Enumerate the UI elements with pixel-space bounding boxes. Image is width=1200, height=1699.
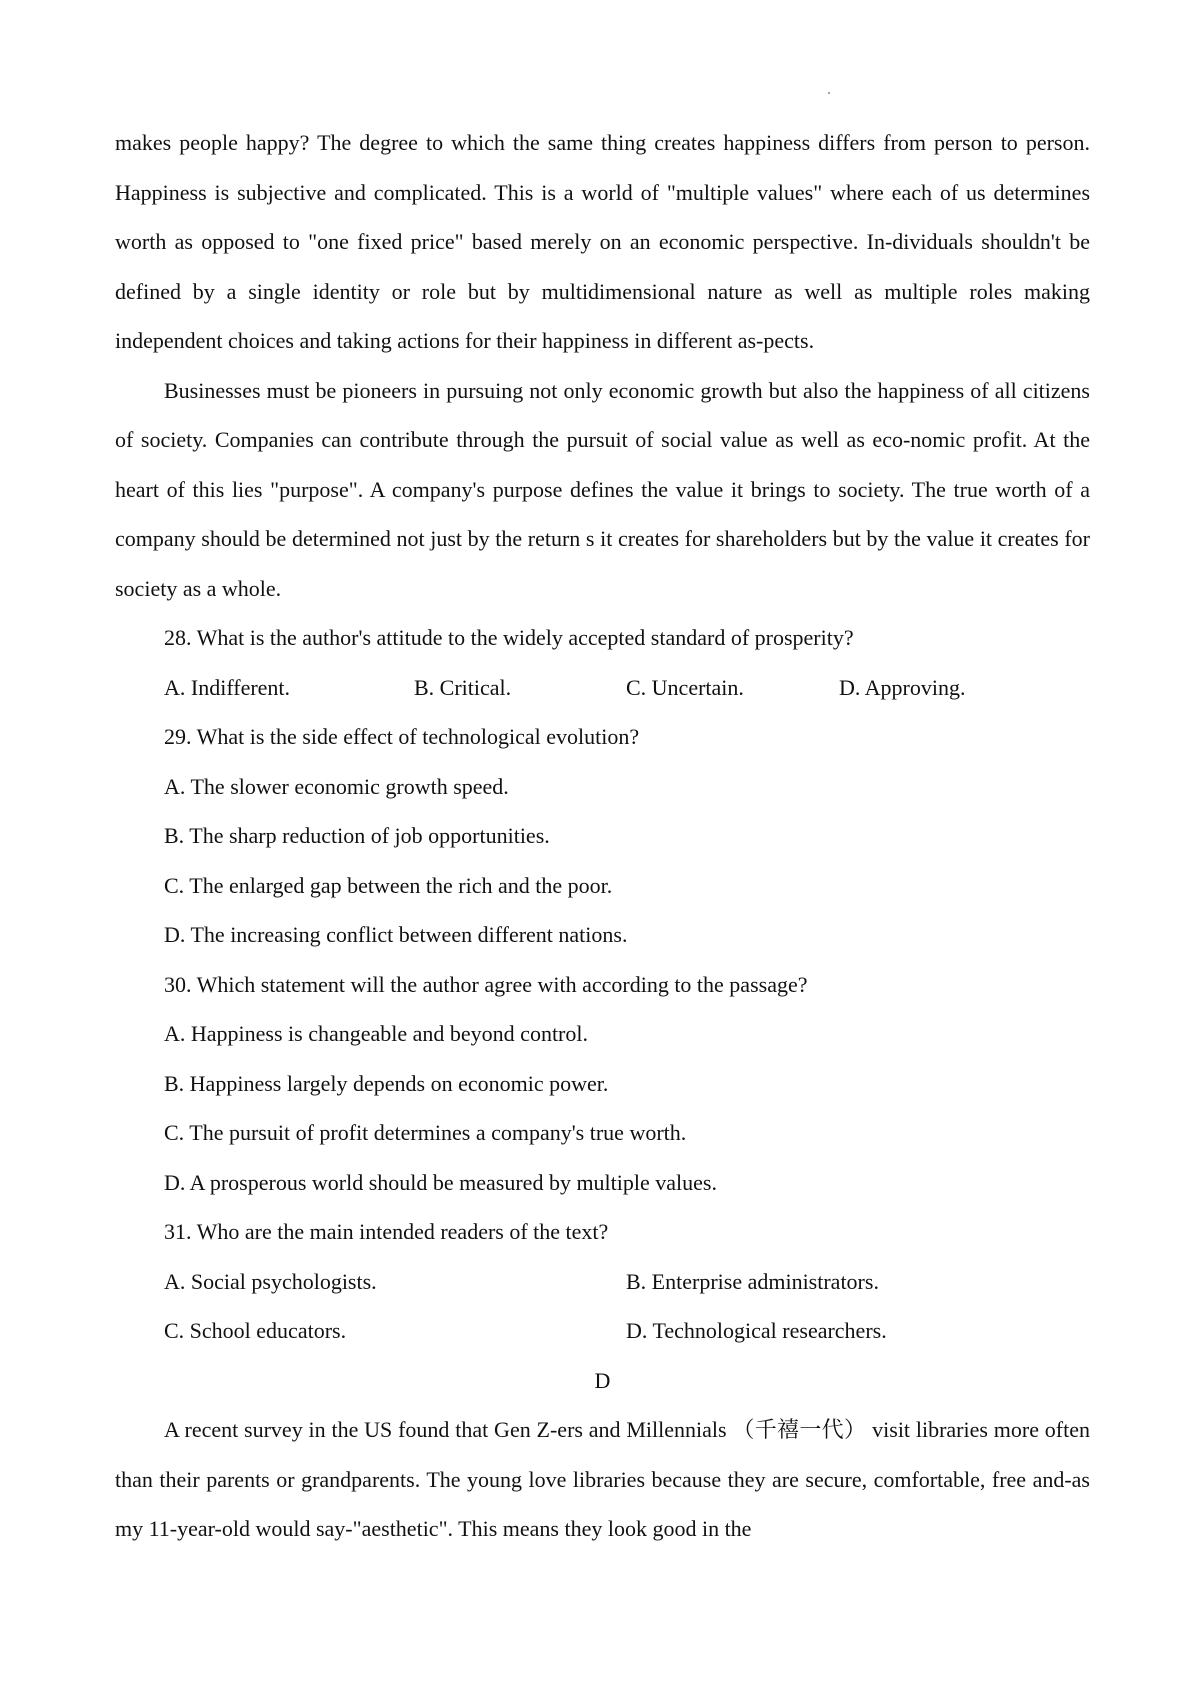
- question-31-option-a: A. Social psychologists.: [164, 1268, 377, 1294]
- scan-speck: [828, 92, 830, 94]
- question-28-stem: 28. What is the author's attitude to the widely accepted standard of prosperity?: [164, 625, 854, 650]
- exam-page: [115, 118, 1090, 1554]
- section-d-paragraph-1: A recent survey in the US found that Gen Z-ers and Millennials （千禧一代） visit libraries more often than their parents or grandparents. The young love libraries because they are secure, comfortable, free and-as my 11-year-old would say-"aesthetic". This means they look good in the: [115, 1417, 1090, 1541]
- question-28-option-c: C. Uncertain.: [626, 674, 744, 700]
- question-29-option-a: A. The slower economic growth speed.: [164, 773, 509, 799]
- question-30-option-d: D. A prosperous world should be measured by multiple values.: [164, 1169, 717, 1195]
- question-30-option-b: B. Happiness largely depends on economic power.: [164, 1070, 609, 1096]
- question-29-option-c: C. The enlarged gap between the rich and the poor.: [164, 872, 613, 898]
- question-31-option-b: B. Enterprise administrators.: [626, 1268, 879, 1294]
- question-31-option-c: C. School educators.: [164, 1318, 347, 1343]
- question-30-option-a: A. Happiness is changeable and beyond control.: [164, 1021, 588, 1046]
- question-28-option-d: D. Approving.: [839, 674, 966, 700]
- question-29-option-b: B. The sharp reduction of job opportunities.: [164, 823, 550, 848]
- question-31-options-row-2: [164, 1306, 1090, 1356]
- question-31-stem: 31. Who are the main intended readers of the text?: [164, 1219, 609, 1244]
- question-30-stem: 30. Which statement will the author agree with according to the passage?: [164, 971, 808, 997]
- question-29-option-d: D. The increasing conflict between different nations.: [164, 922, 628, 947]
- question-31-options-row-1: [164, 1257, 1090, 1307]
- question-28-option-a: A. Indifferent.: [164, 674, 291, 700]
- passage-c-paragraph-2: Businesses must be pioneers in pursuing not only economic growth but also the happiness of all citizens of society. Companies can contribute through the pursuit of social value as well as eco-nomic profit. At the heart of this lies "purpose". A company's purpose defines the value it brings to society. The true worth of a company should be determined not just by the return s it creates for shareholders but by the value it creates for society as a whole.: [115, 377, 1090, 601]
- question-30-option-c: C. The pursuit of profit determines a company's true worth.: [164, 1120, 687, 1145]
- passage-c-paragraph-1: makes people happy? The degree to which the same thing creates happiness differs from person to person. Happiness is subjective and complicated. This is a world of "multiple values" where each of us determines worth as opposed to "one fixed price" based merely on an economic perspective. In-dividuals shouldn't be defined by a single identity or role but by multidimensional nature as well as multiple roles making independent choices and taking actions for their happiness in different as-pects.: [115, 130, 1090, 353]
- question-28-option-b: B. Critical.: [414, 674, 512, 700]
- question-31-option-d: D. Technological researchers.: [626, 1318, 887, 1343]
- question-29-stem: 29. What is the side effect of technological evolution?: [164, 724, 640, 749]
- question-28-options: [164, 663, 1090, 713]
- section-d-heading: D: [594, 1367, 611, 1393]
